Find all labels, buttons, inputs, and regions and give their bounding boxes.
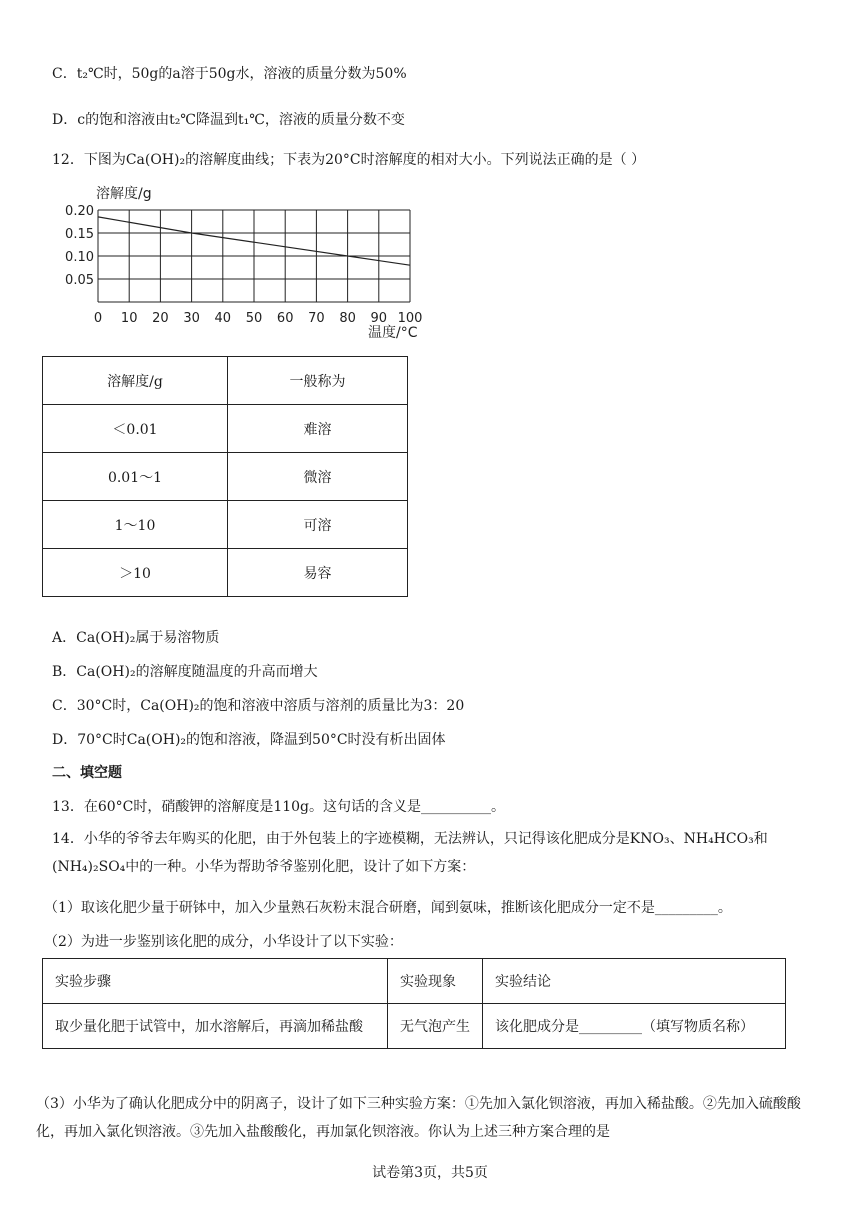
table-header-row xyxy=(43,357,408,405)
q12-option-c: C．30°C时，Ca(OH)₂的饱和溶液中溶质与溶剂的质量比为3：20 xyxy=(52,698,465,714)
table-cell: 微溶 xyxy=(228,453,408,501)
y-tick-label: 0.05 xyxy=(65,273,94,288)
table-cell: 难溶 xyxy=(228,405,408,453)
table-row xyxy=(43,501,408,549)
q14-part1: （1）取该化肥少量于研钵中，加入少量熟石灰粉末混合研磨，闻到氨味，推断该化肥成分一定不是_________。 xyxy=(44,900,732,916)
q12-option-d: D．70°C时Ca(OH)₂的饱和溶液，降温到50°C时没有析出固体 xyxy=(52,732,446,748)
x-tick-label: 30 xyxy=(183,311,200,326)
x-tick-label: 20 xyxy=(152,311,169,326)
q12-option-b: B．Ca(OH)₂的溶解度随温度的升高而增大 xyxy=(52,664,318,680)
q14-part2: （2）为进一步鉴别该化肥的成分，小华设计了以下实验： xyxy=(44,934,403,950)
x-tick-label: 10 xyxy=(120,311,138,326)
table-cell: 易容 xyxy=(228,549,408,597)
q14-stem: 14．小华的爷爷去年购买的化肥，由于外包装上的字迹模糊，无法辨认，只记得该化肥成分是KNO₃、NH₄HCO₃和(NH₄)₂SO₄中的一种。小华为帮助爷爷鉴别化肥，设计了如下方案： xyxy=(52,831,768,875)
x-tick-label: 70 xyxy=(308,311,325,326)
table-cell: 1～10 xyxy=(43,501,228,549)
table-header-solubility: 溶解度/g xyxy=(43,357,228,405)
x-tick-label: 100 xyxy=(397,311,423,326)
table-header-conclusion: 实验结论 xyxy=(483,959,786,1004)
q12-stem: 12．下图为Ca(OH)₂的溶解度曲线；下表为20°C时溶解度的相对大小。下列说法正确的是（ ） xyxy=(52,152,646,168)
q12-option-a: A．Ca(OH)₂属于易溶物质 xyxy=(52,630,220,646)
q13: 13．在60°C时，硝酸钾的溶解度是110g。这句话的含义是__________。 xyxy=(52,799,506,815)
solubility-chart xyxy=(60,180,440,340)
table-cell: ＜0.01 xyxy=(43,405,228,453)
table-header-phenomenon: 实验现象 xyxy=(388,959,483,1004)
x-tick-label: 60 xyxy=(276,311,294,326)
solubility-table xyxy=(42,356,408,597)
table-header-step: 实验步骤 xyxy=(43,959,388,1004)
y-tick-label: 0.20 xyxy=(65,204,94,219)
x-tick-label: 0 xyxy=(93,311,103,326)
table-header-name: 一般称为 xyxy=(228,357,408,405)
experiment-table xyxy=(42,958,786,1049)
page-footer: 试卷第3页，共5页 xyxy=(372,1165,488,1181)
table-cell: 无气泡产生 xyxy=(388,1004,483,1049)
table-row xyxy=(43,1004,786,1049)
table-row xyxy=(43,549,408,597)
q11-option-c: C．t₂℃时，50g的a溶于50g水，溶液的质量分数为50% xyxy=(52,66,407,82)
table-row xyxy=(43,405,408,453)
q14-part3: （3）小华为了确认化肥成分中的阴离子，设计了如下三种实验方案：①先加入氯化钡溶液，再加入稀盐酸。②先加入硫酸酸化，再加入氯化钡溶液。③先加入盐酸酸化，再加氯化钡溶液。你认为上述三种方案合理的是 xyxy=(36,1096,801,1140)
chart-xlabel: 温度/°C xyxy=(368,325,418,340)
q11-option-d: D．c的饱和溶液由t₂℃降温到t₁℃，溶液的质量分数不变 xyxy=(52,112,405,128)
x-tick-label: 40 xyxy=(214,311,232,326)
section-title: 二、填空题 xyxy=(52,765,122,781)
table-cell: 取少量化肥于试管中，加水溶解后，再滴加稀盐酸 xyxy=(43,1004,388,1049)
table-cell: 0.01～1 xyxy=(43,453,228,501)
chart-ylabel: 溶解度/g xyxy=(96,186,152,202)
table-cell: ＞10 xyxy=(43,549,228,597)
table-row xyxy=(43,453,408,501)
y-tick-label: 0.15 xyxy=(65,227,94,242)
x-tick-label: 80 xyxy=(339,311,356,326)
y-tick-label: 0.10 xyxy=(65,250,94,265)
x-tick-label: 90 xyxy=(370,311,388,326)
table-cell: 可溶 xyxy=(228,501,408,549)
table-cell: 该化肥成分是_________（填写物质名称） xyxy=(483,1004,786,1049)
x-tick-label: 50 xyxy=(245,311,263,326)
table-header-row xyxy=(43,959,786,1004)
